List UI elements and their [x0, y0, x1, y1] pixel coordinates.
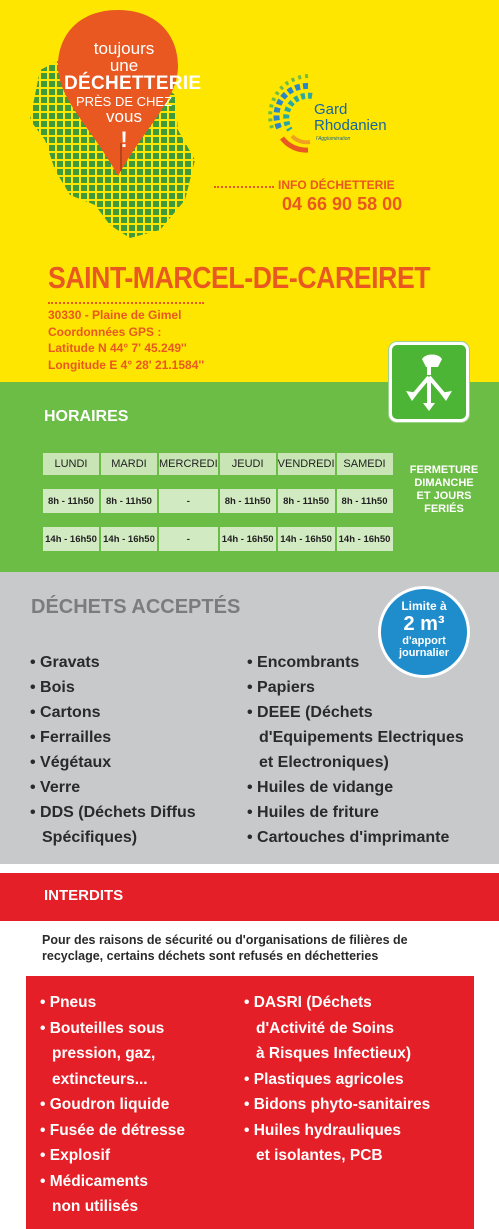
slogan-pin — [64, 39, 202, 152]
dechets-acceptes-section — [0, 572, 499, 864]
recycling-arrows-icon — [389, 342, 469, 422]
list-item: • Verre — [30, 775, 196, 800]
table-row — [43, 489, 393, 513]
morning-hours: 8h - 11h50 — [220, 489, 276, 513]
afternoon-hours: 14h - 16h50 — [220, 527, 276, 551]
list-item: • Bouteilles sous pression, gaz, extincteurs... — [40, 1016, 185, 1093]
day-header: VENDREDI — [278, 453, 335, 475]
fermeture-line: FERMETURE — [409, 464, 479, 476]
afternoon-hours: 14h - 16h50 — [337, 527, 393, 551]
list-item: • Fusée de détresse — [40, 1118, 185, 1144]
limit-line: d'apport — [402, 635, 446, 647]
info-phone-link[interactable]: 04 66 90 58 00 — [282, 194, 403, 214]
commune-title: SAINT-MARCEL-DE-CAREIRET — [48, 260, 431, 295]
slogan-line: toujours — [93, 39, 155, 58]
accepted-list-right — [247, 650, 464, 850]
afternoon-hours: 14h - 16h50 — [278, 527, 335, 551]
schedule-table — [41, 450, 395, 554]
interdits-title: INTERDITS — [44, 887, 124, 904]
limit-line: Limite à — [401, 599, 447, 613]
day-header: SAMEDI — [337, 453, 393, 475]
gard-rhodanien-logo — [268, 68, 408, 158]
interdits-intro: Pour des raisons de sécurité ou d'organisations de filières de recyclage, certains déchets sont refusés en déchetteries — [42, 933, 408, 963]
header-section — [0, 0, 499, 382]
table-spacer — [43, 516, 393, 524]
day-header: JEUDI — [220, 453, 276, 475]
list-item: • DASRI (Déchets d'Activité de Soins à Risques Infectieux) — [244, 990, 430, 1067]
slogan-line: ! — [120, 127, 128, 152]
acceptes-title: DÉCHETS ACCEPTÉS — [31, 596, 241, 618]
morning-hours: 8h - 11h50 — [337, 489, 393, 513]
morning-hours: 8h - 11h50 — [43, 489, 99, 513]
fermeture-line: DIMANCHE — [414, 477, 474, 489]
list-item: • Cartouches d'imprimante — [247, 825, 464, 850]
info-title: INFO DÉCHETTERIE — [278, 178, 395, 192]
table-header-row — [43, 453, 393, 475]
list-item: • DDS (Déchets Diffus Spécifiques) — [30, 800, 196, 850]
list-item: • Bois — [30, 675, 196, 700]
list-item: • Ferrailles — [30, 725, 196, 750]
address-line: Longitude E 4° 28' 21.1584'' — [48, 357, 205, 372]
forbidden-list-right — [244, 990, 430, 1169]
list-item: • Plastiques agricoles — [244, 1067, 430, 1093]
slogan-line: une — [109, 56, 139, 75]
day-header: LUNDI — [43, 453, 99, 475]
list-item: • Huiles hydrauliques et isolantes, PCB — [244, 1118, 430, 1169]
slogan-line: PRÈS DE CHEZ — [75, 94, 173, 109]
afternoon-hours: 14h - 16h50 — [43, 527, 99, 551]
morning-hours: - — [159, 489, 218, 513]
list-item: • DEEE (Déchets d'Equipements Electriques et Electroniques) — [247, 700, 464, 775]
afternoon-hours: - — [159, 527, 218, 551]
list-item: • Explosif — [40, 1143, 185, 1169]
logo-line: Gard — [314, 101, 348, 118]
list-item: • Huiles de friture — [247, 800, 464, 825]
list-item: • Cartons — [30, 700, 196, 725]
limit-value: 2 m³ — [403, 613, 445, 635]
slogan-line: DÉCHETTERIE — [64, 73, 202, 94]
address-line: 30330 - Plaine de Gimel — [48, 308, 182, 322]
list-item: • Végétaux — [30, 750, 196, 775]
fermeture-line: ET JOURS — [416, 490, 472, 502]
morning-hours: 8h - 11h50 — [278, 489, 335, 513]
gard-map-illustration — [0, 0, 230, 250]
forbidden-list-left — [40, 990, 185, 1220]
list-item: • Médicaments non utilisés — [40, 1169, 185, 1220]
list-item: • Papiers — [247, 675, 464, 700]
logo-line: Rhodanien — [314, 117, 387, 134]
day-header: MARDI — [101, 453, 157, 475]
address-line: Coordonnées GPS : — [48, 324, 162, 339]
interdits-box — [26, 976, 474, 1229]
day-header: MERCREDI — [159, 453, 218, 475]
slogan-line: vous — [106, 107, 142, 126]
list-item: • Gravats — [30, 650, 196, 675]
logo-tagline: l'Agglomération — [316, 136, 351, 142]
address-line: Latitude N 44° 7' 45.249'' — [48, 341, 187, 355]
list-item: • Goudron liquide — [40, 1092, 185, 1118]
interdits-header — [0, 873, 499, 921]
afternoon-hours: 14h - 16h50 — [101, 527, 157, 551]
horaires-title: HORAIRES — [44, 408, 129, 425]
list-item: • Bidons phyto-sanitaires — [244, 1092, 430, 1118]
fermeture-line: FERIÉS — [424, 503, 464, 515]
list-item: • Pneus — [40, 990, 185, 1016]
address-block — [48, 302, 204, 373]
table-spacer — [43, 478, 393, 486]
table-row — [43, 527, 393, 551]
morning-hours: 8h - 11h50 — [101, 489, 157, 513]
dotted-divider — [214, 186, 274, 188]
fermeture-note — [404, 464, 484, 516]
limit-line: journalier — [398, 647, 450, 659]
list-item: • Encombrants — [247, 650, 464, 675]
list-item: • Huiles de vidange — [247, 775, 464, 800]
accepted-list-left — [30, 650, 196, 850]
